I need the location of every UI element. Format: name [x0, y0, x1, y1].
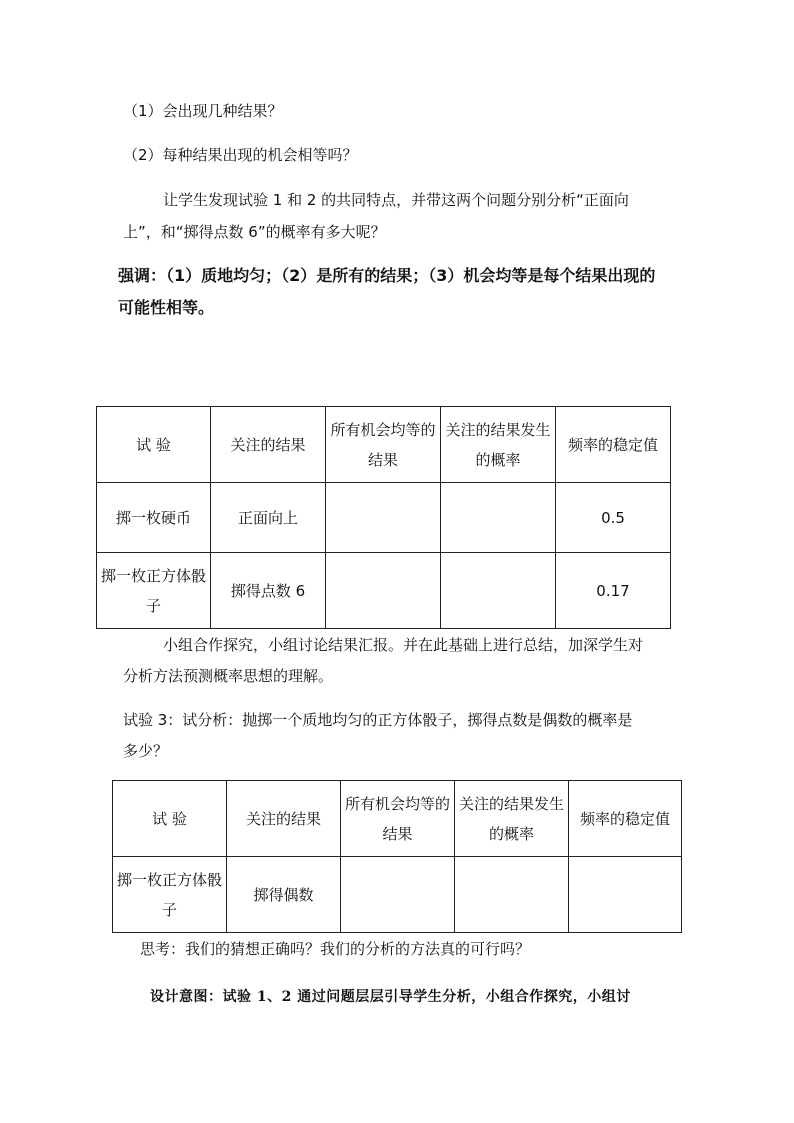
header-cell: 关注的结果 [227, 781, 341, 857]
table-row [97, 553, 671, 629]
design-intent: 设计意图：试验 1、2 通过问题层层引导学生分析，小组合作探究，小组讨 [150, 989, 631, 1005]
experiment-table-2 [112, 780, 682, 933]
emphasis-line-2: 可能性相等。 [118, 298, 215, 317]
table-cell [569, 857, 682, 933]
table-header-row [97, 407, 671, 483]
experiment-3-line-2: 多少？ [123, 742, 169, 760]
header-cell: 试 验 [97, 407, 211, 483]
table-cell [326, 483, 441, 553]
table-cell [441, 553, 556, 629]
table-cell: 掷一枚正方体骰子 [113, 857, 227, 933]
header-cell: 关注的结果发生的概率 [455, 781, 569, 857]
table-cell [326, 553, 441, 629]
table-cell [341, 857, 455, 933]
table-cell: 掷得点数 6 [211, 553, 326, 629]
table-cell: 掷一枚正方体骰子 [97, 553, 211, 629]
header-cell: 频率的稳定值 [569, 781, 682, 857]
header-cell: 频率的稳定值 [556, 407, 671, 483]
header-cell: 所有机会均等的结果 [341, 781, 455, 857]
thinking-prompt: 思考：我们的猜想正确吗？我们的分析的方法真的可行吗？ [140, 940, 531, 958]
header-cell: 试 验 [113, 781, 227, 857]
paragraph-1-line-2: 上”，和“掷得点数 6”的概率有多大呢？ [123, 223, 386, 241]
paragraph-2-line-2: 分析方法预测概率思想的理解。 [123, 667, 334, 685]
paragraph-2-line-1: 小组合作探究，小组讨论结果汇报。并在此基础上进行总结，加深学生对 [163, 636, 644, 654]
paragraph-1-line-1: 让学生发现试验 1 和 2 的共同特点，并带这两个问题分别分析“正面向 [163, 191, 629, 209]
table-cell: 掷一枚硬币 [97, 483, 211, 553]
table-cell: 正面向上 [211, 483, 326, 553]
table-cell: 0.5 [556, 483, 671, 553]
question-2: （2）每种结果出现的机会相等吗？ [123, 146, 358, 164]
table-cell: 掷得偶数 [227, 857, 341, 933]
header-cell: 所有机会均等的结果 [326, 407, 441, 483]
table-row [113, 857, 682, 933]
emphasis-line-1: 强调：（1）质地均匀；（2）是所有的结果；（3）机会均等是每个结果出现的 [118, 266, 656, 285]
table-cell: 0.17 [556, 553, 671, 629]
table-header-row [113, 781, 682, 857]
experiment-3-line-1: 试验 3：试分析：抛掷一个质地均匀的正方体骰子，掷得点数是偶数的概率是 [123, 711, 633, 729]
header-cell: 关注的结果 [211, 407, 326, 483]
table-cell [455, 857, 569, 933]
header-cell: 关注的结果发生的概率 [441, 407, 556, 483]
question-1: （1）会出现几种结果？ [123, 102, 283, 120]
table-row [97, 483, 671, 553]
table-cell [441, 483, 556, 553]
experiment-table-1 [96, 406, 671, 629]
